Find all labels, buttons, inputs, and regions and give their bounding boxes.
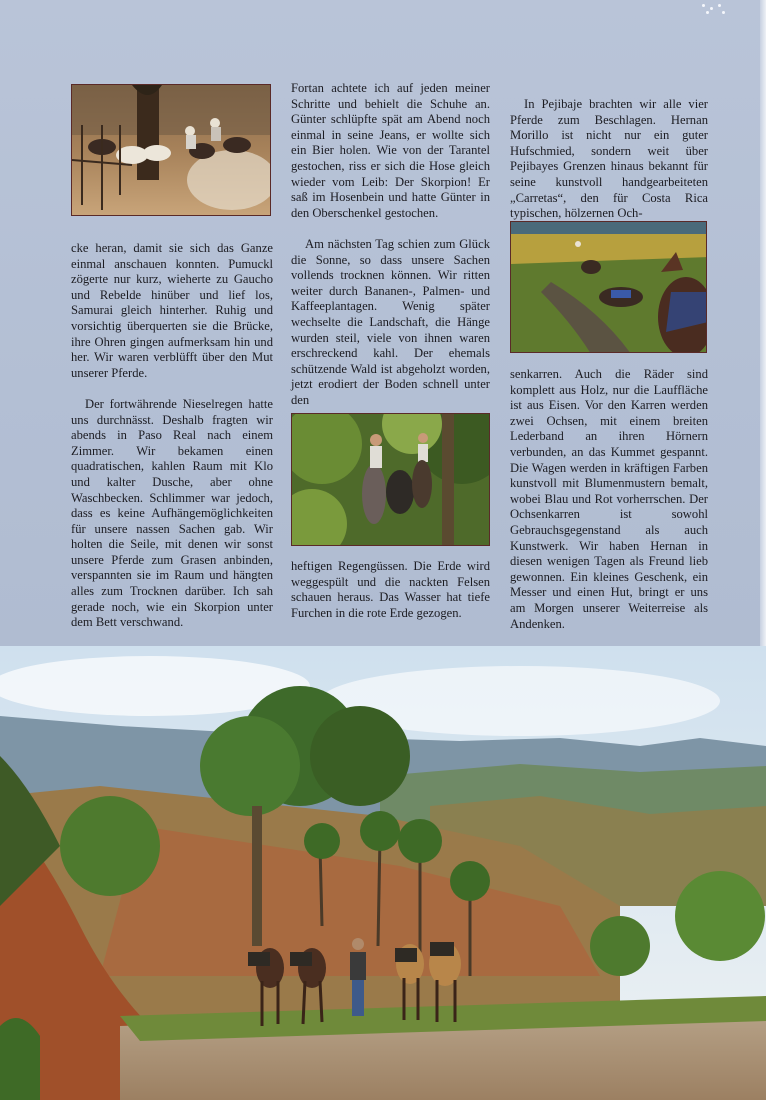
photo-horses-field: [510, 221, 707, 353]
paragraph: Am nächsten Tag schien zum Glück die Sonne, so dass unsere Sachen vollends trocknen können. Wir ritten weiter durch Bananen-, Palmen- und Kaffeeplantagen. Wenig später wechselte die Landschaft, die Hänge wurden steil, viele von ihnen waren erschreckend kahl. Der ehemals schützende Wald ist abgeholzt worden, jetzt erodiert der Boden schnell unter den: [291, 236, 490, 407]
column-right-bottom: [510, 367, 708, 632]
paragraph: Fortan achtete ich auf jeden meiner Schritte und behielt die Schuhe an. Günter schlüpfte spät am Abend noch einmal in seine Jeans, er wollte sich ein Bier holen. Wie von der Tarantel gestochen, riss er sich die Hose gleich wieder vom Leib: Der Skorpion! Er saß im Hosenbein und hatte Günter in den Oberschenkel gestochen.: [291, 81, 490, 220]
column-right-top: [510, 97, 708, 222]
page-edge: [760, 0, 766, 646]
photo-horse-corral: [71, 84, 271, 216]
column-middle-bottom: [291, 559, 490, 621]
paragraph: senkarren. Auch die Räder sind komplett aus Holz, nur die Lauffläche ist aus Eisen. Vor den Karren werden zwei Ochsen, mit einem breiten Lederband an ihren Hörnern verbunden, an das Kummet gespannt. Die Wagen werden in kräftigen Farben kunstvoll mit Blumenmustern bemalt, wobei Blau und Rot vorherrschen. Der Ochsenkarren ist sowohl Gebrauchsgegenstand als auch Kunstwerk. Wir haben Hernan in diesen wenigen Tagen als Freund lieb gewonnen. Ein kleines Geschenk, ein Messer und einen Hut, bringt er uns am Morgen unserer Weiterreise als Andenken.: [510, 367, 708, 631]
page-corner-marks: [700, 2, 728, 16]
landscape-photo: [0, 646, 766, 1100]
column-left-bottom: [71, 241, 273, 631]
photo-riders-forest: [291, 413, 490, 546]
paragraph: heftigen Regengüssen. Die Erde wird weggespült und die nackten Felsen schauen heraus. Das Wasser hat tiefe Furchen in die rote Erde gezogen.: [291, 559, 490, 620]
paragraph: cke heran, damit sie sich das Ganze einmal anschauen konnten. Pumuckl zögerte nur kurz, wieherte zu Gaucho und Rebelde hinüber und lief los, Samurai gleich hinterher. Ruhig und vorsichtig überquerten sie die Brücke, ihre Ohren gingen aufmerksam hin und her. Wir waren verblüfft über den Mut unserer Pferde.: [71, 241, 273, 380]
paragraph: In Pejibaje brachten wir alle vier Pferde zum Beschlagen. Hernan Morillo ist nicht nur ein guter Hufschmied, sondern weit über Pejibayes Grenzen hinaus bekannt für seine kunstvoll handgearbeiteten „Carretas“, den für Costa Rica typischen, hölzernen Och-: [510, 97, 708, 221]
paragraph: Der fortwährende Nieselregen hatte uns durchnässt. Deshalb fragten wir abends in Paso Real nach einem Zimmer. Wir bekamen einen quadratischen, kahlen Raum mit Klo und kalter Dusche, aber ohne Waschbecken. Schlimmer war jedoch, dass es keine Aufhängemöglichkeiten für unsere nassen Sachen gab. Wir holten die Seile, mit denen wir sonst unsere Pferde zum Grasen anbinden, verspannten sie im Raum und hängten alles zum Trocknen darüber. Ich sah gerade noch, wie ein Skorpion unter dem Bett verschwand.: [71, 396, 273, 630]
column-middle-top: [291, 81, 490, 408]
